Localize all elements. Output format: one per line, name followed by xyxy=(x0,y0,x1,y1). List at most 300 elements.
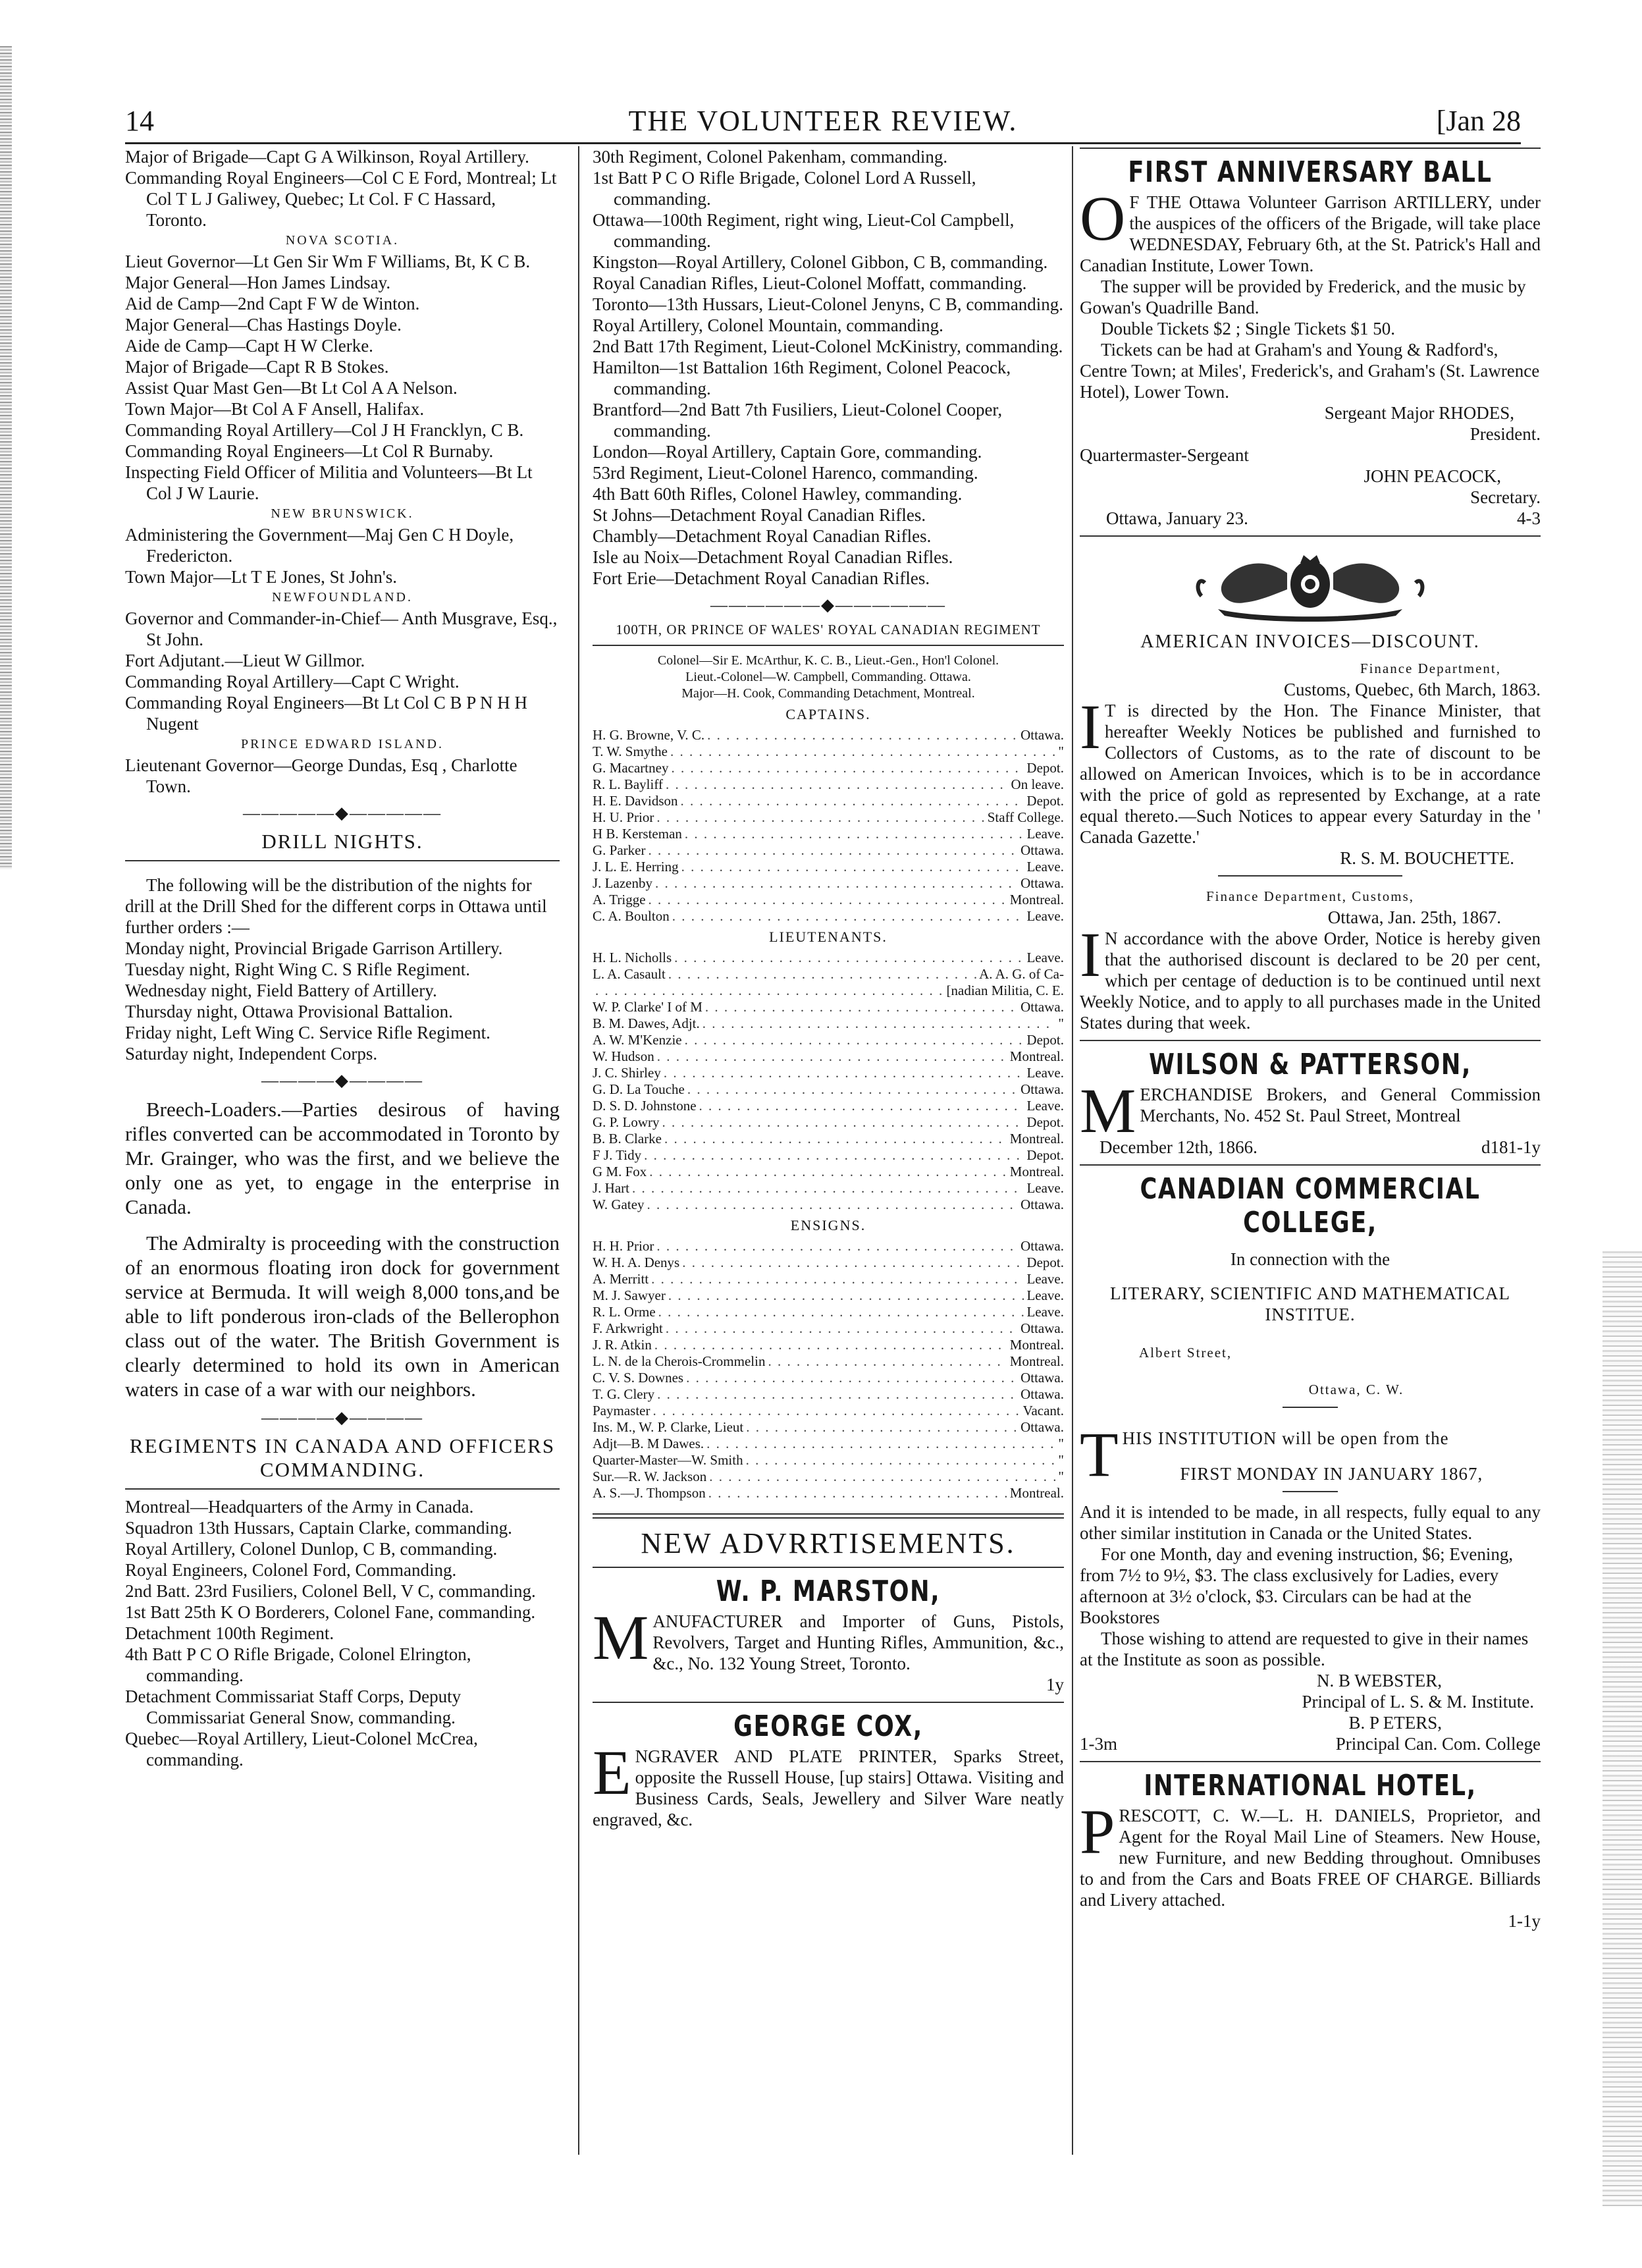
drop-cap: M xyxy=(1080,1075,1136,1146)
officer-station: Depot. xyxy=(1026,1032,1064,1048)
wilson-date: December 12th, 1866. xyxy=(1099,1137,1258,1157)
list-item: Hamilton—1st Battalion 16th Regiment, Colonel Peacock, commanding. xyxy=(593,358,1011,398)
page-number: 14 xyxy=(125,105,154,137)
leader-dots xyxy=(668,1287,1024,1304)
list-item: Assist Quar Mast Gen—Bt Lt Col A A Nelson. xyxy=(125,378,458,398)
captains-roll xyxy=(593,727,1064,925)
roll-row xyxy=(593,1452,1064,1469)
roll-row xyxy=(593,983,1064,999)
roll-row xyxy=(593,859,1064,875)
leader-dots xyxy=(668,966,976,983)
marston-ad-text: ANUFACTURER and Importer of Guns, Pistols, Revolvers, Target and Hunting Rifles, Ammunition, &c., &c., No. 132 Young Street, Toronto. xyxy=(652,1611,1064,1673)
issue-date: [Jan 28 xyxy=(1436,105,1521,137)
roll-row xyxy=(593,1469,1064,1485)
college-first-monday: FIRST MONDAY IN JANUARY 1867, xyxy=(1180,1464,1483,1484)
admiralty-paragraph: The Admiralty is proceeding with the construction of an enormous floating iron dock for government service at Bermuda. It will weigh 8,000 tons,and be able to lift ponderous iron-clads of the Bellerophon class out of the water. The British Government is clearly determined to hold its own in American waters in case of a war with our neighbors. xyxy=(125,1231,560,1401)
marston-ad xyxy=(593,1602,1064,1695)
officer-name: Adjt—B. M Dawes. xyxy=(593,1436,704,1451)
regiments-heading: REGIMENTS IN CANADA AND OFFICERS COMMANDING. xyxy=(129,1434,556,1481)
college-institute: LITERARY, SCIENTIFIC AND MATHEMATICAL INSTITUE. xyxy=(1109,1283,1511,1324)
ball-where: Tickets can be had at Graham's and Young & Radford's, Centre Town; at Miles', Frederick's, and Graham's (St. Lawrence Hotel), Lower Town. xyxy=(1080,340,1540,402)
drill-list xyxy=(125,938,560,1064)
officer-name: R. L. Orme xyxy=(593,1304,656,1320)
drop-cap: I xyxy=(1080,919,1101,990)
list-item: 4th Batt 60th Rifles, Colonel Hawley, commanding. xyxy=(593,484,963,504)
officer-name: W. Gatey xyxy=(593,1197,645,1212)
list-item: Commanding Royal Artillery—Col J H Francklyn, C B. xyxy=(125,420,524,440)
list-item: Chambly—Detachment Royal Canadian Rifles. xyxy=(593,526,932,546)
roll-row xyxy=(593,793,1064,809)
officer-name: Paymaster xyxy=(593,1403,650,1418)
list-item: Administering the Government—Maj Gen C H Doyle, Fredericton. xyxy=(125,525,514,566)
officer-name: G. D. La Touche xyxy=(593,1081,685,1097)
royal-arms-emblem-icon xyxy=(1179,543,1442,622)
divider xyxy=(125,860,560,861)
invoice-signature: R. S. M. BOUCHETTE. xyxy=(1340,848,1514,868)
drop-cap: I xyxy=(1080,691,1101,762)
list-item: Governor and Commander-in-Chief— Anth Musgrave, Esq., St John. xyxy=(125,608,558,649)
officer-station: Vacant. xyxy=(1022,1403,1064,1418)
drop-cap: P xyxy=(1080,1796,1115,1867)
list-item: Montreal—Headquarters of the Army in Canada. xyxy=(125,1497,474,1517)
officer-name: R. L. Bayliff xyxy=(593,776,663,792)
list-item: Commanding Royal Engineers—Bt Lt Col C B P N H H Nugent xyxy=(125,693,527,734)
list-item: Brantford—2nd Batt 7th Fusiliers, Lieut-Colonel Cooper, commanding. xyxy=(593,400,1003,441)
ad-code: 1y xyxy=(1046,1675,1064,1694)
college-signature: B. P ETERS, xyxy=(1348,1713,1442,1733)
officer-name: A. S.—J. Thompson xyxy=(593,1485,706,1501)
leader-dots xyxy=(656,809,984,826)
officer-station: Montreal. xyxy=(1009,892,1064,907)
officer-station: Leave. xyxy=(1026,1271,1064,1287)
hotel-title: INTERNATIONAL HOTEL, xyxy=(1144,1769,1477,1802)
roll-row xyxy=(593,1114,1064,1131)
roll-row xyxy=(593,1304,1064,1320)
leader-dots xyxy=(644,1147,1024,1164)
officer-name: D. S. D. Johnstone xyxy=(593,1098,697,1114)
column-3 xyxy=(1080,146,1541,1931)
officer-station: Staff College. xyxy=(987,809,1064,825)
roll-row xyxy=(593,1485,1064,1501)
officer-station: Montreal. xyxy=(1009,1048,1064,1064)
ball-date: Ottawa, January 23. xyxy=(1106,508,1248,528)
leader-dots xyxy=(746,1419,1018,1436)
officer-station: Ottawa. xyxy=(1020,1197,1064,1212)
invoice-dept: Finance Department, Customs, xyxy=(1205,888,1415,904)
marston-ad-title: W. P. MARSTON, xyxy=(716,1575,941,1608)
double-rule xyxy=(593,1513,1064,1519)
section-label: PRINCE EDWARD ISLAND. xyxy=(241,737,444,751)
list-item: Major General—Chas Hastings Doyle. xyxy=(125,315,402,335)
roll-row xyxy=(593,966,1064,983)
list-item: Wednesday night, Field Battery of Artillery. xyxy=(125,981,437,1000)
roll-row xyxy=(593,1065,1064,1081)
list-item: Toronto—13th Hussars, Lieut-Colonel Jenyns, C B, commanding. xyxy=(593,294,1064,314)
divider-ornament: —————◆————— xyxy=(243,803,442,823)
officer-station: Leave. xyxy=(1026,1098,1064,1114)
divider xyxy=(1283,1491,1338,1492)
officer-name: Ins. M., W. P. Clarke, Lieut xyxy=(593,1419,744,1435)
staff-list xyxy=(125,146,560,230)
officer-station: Leave. xyxy=(1026,826,1064,842)
leader-dots xyxy=(702,1015,1056,1032)
list-item: Colonel—Sir E. McArthur, K. C. B., Lieut.-Gen., Hon'l Colonel. xyxy=(657,653,999,668)
ensigns-heading: ENSIGNS. xyxy=(790,1217,866,1233)
officer-station: Ottawa. xyxy=(1020,1238,1064,1254)
list-item: Squadron 13th Hussars, Captain Clarke, commanding. xyxy=(125,1518,512,1538)
divider xyxy=(1080,148,1541,149)
drop-cap: E xyxy=(593,1737,631,1808)
new-advertisements-heading: NEW ADVRRTISEMENTS. xyxy=(641,1527,1016,1559)
leader-dots xyxy=(666,1320,1018,1337)
officer-station: Depot. xyxy=(1026,1255,1064,1270)
roll-row xyxy=(593,776,1064,793)
roll-row xyxy=(593,743,1064,760)
list-item: Lieutenant Governor—George Dundas, Esq , Charlotte Town. xyxy=(125,755,517,796)
ad-code: 1-1y xyxy=(1508,1911,1541,1931)
leader-dots xyxy=(687,1081,1018,1098)
officer-name: J. Hart xyxy=(593,1180,629,1196)
officer-station: Leave. xyxy=(1026,859,1064,875)
divider-ornament: ————◆———— xyxy=(261,1071,423,1090)
hotel-ad xyxy=(1080,1796,1541,1931)
list-item: Kingston—Royal Artillery, Colonel Gibbon, C B, commanding. xyxy=(593,252,1048,272)
roll-row xyxy=(593,908,1064,925)
college-open: HIS INSTITUTION will be open from the xyxy=(1122,1428,1449,1448)
college-signature-title: Principal of L. S. & M. Institute. xyxy=(1302,1692,1534,1712)
nova-scotia-list xyxy=(125,251,560,504)
roll-row xyxy=(593,760,1064,776)
college-title: CANADIAN COMMERCIAL COLLEGE, xyxy=(1140,1172,1481,1239)
list-item: Major of Brigade—Capt G A Wilkinson, Royal Artillery. xyxy=(125,147,529,167)
officer-station: Leave. xyxy=(1026,950,1064,965)
officer-name: W. H. A. Denys xyxy=(593,1255,680,1270)
column-2 xyxy=(593,146,1064,1830)
officer-station: Ottawa. xyxy=(1020,842,1064,858)
divider xyxy=(1080,535,1541,537)
leader-dots xyxy=(654,1337,1007,1353)
leader-dots xyxy=(707,727,1018,743)
list-item: Major of Brigade—Capt R B Stokes. xyxy=(125,357,389,377)
list-item: Inspecting Field Officer of Militia and Volunteers—Bt Lt Col J W Laurie. xyxy=(125,462,533,503)
officer-name: H. L. Nicholls xyxy=(593,950,672,965)
list-item: 30th Regiment, Colonel Pakenham, commanding. xyxy=(593,147,948,167)
leader-dots xyxy=(768,1353,1007,1370)
officer-station: Ottawa. xyxy=(1020,1419,1064,1435)
invoice-title: AMERICAN INVOICES—DISCOUNT. xyxy=(1140,632,1480,652)
wilson-title: WILSON & PATTERSON, xyxy=(1149,1048,1471,1081)
section-label: NOVA SCOTIA. xyxy=(285,233,400,248)
list-item: Commanding Royal Engineers—Lt Col R Burnaby. xyxy=(125,441,494,461)
leader-dots xyxy=(656,1238,1018,1255)
list-item: 53rd Regiment, Lieut-Colonel Harenco, commanding. xyxy=(593,463,978,483)
section-label: NEW BRUNSWICK. xyxy=(271,506,414,521)
list-item: Royal Engineers, Colonel Ford, Commanding. xyxy=(125,1560,457,1580)
roll-row xyxy=(593,1403,1064,1419)
leader-dots xyxy=(595,983,944,999)
list-item: London—Royal Artillery, Captain Gore, commanding. xyxy=(593,442,982,462)
list-item: Major General—Hon James Lindsay. xyxy=(125,273,391,292)
officer-name: A. W. M'Kenzie xyxy=(593,1032,682,1048)
roll-row xyxy=(593,1255,1064,1271)
page-header xyxy=(125,104,1521,144)
officer-name: T. G. Clery xyxy=(593,1386,655,1402)
list-item: 1st Batt 25th K O Borderers, Colonel Fane, commanding. xyxy=(125,1602,536,1622)
leader-dots xyxy=(651,1271,1024,1287)
column-rule xyxy=(1072,146,1073,2155)
cox-ad xyxy=(593,1737,1064,1830)
list-item: Friday night, Left Wing C. Service Rifle Regiment. xyxy=(125,1023,490,1042)
leader-dots xyxy=(658,1304,1024,1320)
roll-row xyxy=(593,826,1064,842)
invoice-text: T is directed by the Hon. The Finance Minister, that hereafter Weekly Notices be published and furnished to Collectors of Customs, as to the rate of discount to be allowed on American Invoices, which is to be in accordance with the price of gold as represented by Exchange, at a rate equal thereto.—Such Notices to appear every Saturday in the ' Canada Gazette.' xyxy=(1080,701,1541,847)
ball-title: FIRST ANNIVERSARY BALL xyxy=(1128,155,1493,189)
lieutenants-heading: LIEUTENANTS. xyxy=(769,929,887,945)
divider xyxy=(593,1702,1064,1703)
leader-dots xyxy=(649,892,1007,908)
ball-text: F THE Ottawa Volunteer Garrison ARTILLERY, under the auspices of the officers of the Brigade, will take place WEDNESDAY, February 6th, at the St. Patrick's Hall and Canadian Institute, Lower Town. xyxy=(1080,192,1541,275)
list-item: Royal Artillery, Colonel Dunlop, C B, commanding. xyxy=(125,1539,498,1559)
list-item: Thursday night, Ottawa Provisional Battalion. xyxy=(125,1002,453,1021)
wilson-text: ERCHANDISE Brokers, and General Commission Merchants, No. 452 St. Paul Street, Montreal xyxy=(1140,1085,1541,1125)
officer-name: G. Parker xyxy=(593,842,646,858)
column-1 xyxy=(125,146,560,1770)
leader-dots xyxy=(686,1370,1018,1386)
leader-dots xyxy=(652,1403,1020,1419)
cox-ad-title: GEORGE COX, xyxy=(733,1710,923,1743)
drill-heading: DRILL NIGHTS. xyxy=(261,830,423,853)
roll-row xyxy=(593,1271,1064,1287)
officer-name: J. C. Shirley xyxy=(593,1065,661,1081)
officer-station: A. A. G. of Ca- xyxy=(979,966,1064,982)
ad-code: d181-1y xyxy=(1481,1137,1541,1157)
officer-name: A. Merritt xyxy=(593,1271,649,1287)
leader-dots xyxy=(666,776,1009,793)
college-notice xyxy=(1080,1419,1541,1490)
roll-row xyxy=(593,1164,1064,1180)
list-item: Fort Erie—Detachment Royal Canadian Rifles. xyxy=(593,568,930,588)
roll-row xyxy=(593,1337,1064,1353)
roll-row xyxy=(593,1180,1064,1197)
ad-code: 1-3m xyxy=(1080,1734,1117,1754)
officer-station: " xyxy=(1058,1436,1064,1451)
list-item: Royal Artillery, Colonel Mountain, commanding. xyxy=(593,315,943,335)
divider xyxy=(1080,1040,1541,1041)
list-item: Lieut Governor—Lt Gen Sir Wm F Williams, Bt, K C B. xyxy=(125,252,531,271)
officer-name: T. W. Smythe xyxy=(593,743,668,759)
list-item: 2nd Batt. 23rd Fusiliers, Colonel Bell, V C, commanding. xyxy=(125,1581,536,1601)
officer-station: " xyxy=(1058,1015,1064,1031)
college-signature-title: Principal Can. Com. College xyxy=(1335,1734,1541,1754)
officer-name: H B. Kersteman xyxy=(593,826,682,842)
ball-supper: The supper will be provided by Frederick, and the music by Gowan's Quadrille Band. xyxy=(1080,277,1526,317)
officer-station: Depot. xyxy=(1026,760,1064,776)
list-item: Saturday night, Independent Corps. xyxy=(125,1044,378,1064)
list-item: Detachment Commissariat Staff Corps, Deputy Commissariat General Snow, commanding. xyxy=(125,1687,462,1727)
ball-tickets: Double Tickets $2 ; Single Tickets $1 50. xyxy=(1101,319,1396,338)
captains-heading: CAPTAINS. xyxy=(785,706,871,722)
list-item: Fort Adjutant.—Lieut W Gillmor. xyxy=(125,651,365,670)
officer-name: J. Lazenby xyxy=(593,875,652,891)
officer-station: Depot. xyxy=(1026,1114,1064,1130)
officer-station: Ottawa. xyxy=(1020,1320,1064,1336)
leader-dots xyxy=(681,793,1024,809)
roll-row xyxy=(593,1436,1064,1452)
officer-name: L. A. Casault xyxy=(593,966,666,982)
invoice-text-2: N accordance with the above Order, Notice is hereby given that the authorised discount is declared to be 20 per cent, which per centage of deduction is to be continued until next Weekly Notice, and to apply to all purchases made in the United States during that week. xyxy=(1080,929,1541,1033)
list-item: Royal Canadian Rifles, Lieut-Colonel Moffatt, commanding. xyxy=(593,273,1027,293)
list-item: Town Major—Bt Col A F Ansell, Halifax. xyxy=(125,399,425,419)
officer-station: Ottawa. xyxy=(1020,1370,1064,1386)
list-item: Tuesday night, Right Wing C. S Rifle Regiment. xyxy=(125,959,470,979)
officer-name: C. V. S. Downes xyxy=(593,1370,684,1386)
officer-station: Ottawa. xyxy=(1020,875,1064,891)
officer-station: " xyxy=(1058,743,1064,759)
officer-station: " xyxy=(1058,1452,1064,1468)
officer-station: Leave. xyxy=(1026,908,1064,924)
college-signature: N. B WEBSTER, xyxy=(1316,1671,1442,1690)
officer-station: On leave. xyxy=(1011,776,1064,792)
roll-row xyxy=(593,1320,1064,1337)
officer-station: Ottawa. xyxy=(1020,1386,1064,1402)
officer-station: Leave. xyxy=(1026,1304,1064,1320)
leader-dots xyxy=(647,1197,1019,1213)
officer-name: Sur.—R. W. Jackson xyxy=(593,1469,707,1484)
leader-dots xyxy=(657,1048,1007,1065)
ball-signature-title: President. xyxy=(1470,424,1541,444)
leader-dots xyxy=(681,859,1024,875)
leader-dots xyxy=(709,1469,1055,1485)
ball-signature: JOHN PEACOCK, xyxy=(1364,466,1501,486)
masthead-title: THE VOLUNTEER REVIEW. xyxy=(628,105,1018,137)
roll-row xyxy=(593,1197,1064,1213)
list-item: 4th Batt P C O Rifle Brigade, Colonel Elrington, commanding. xyxy=(125,1644,471,1685)
officer-name: C. A. Boulton xyxy=(593,908,670,924)
officer-station: Montreal. xyxy=(1009,1164,1064,1179)
ad-code: 4-3 xyxy=(1517,508,1541,528)
officer-name: F. Arkwright xyxy=(593,1320,663,1336)
officer-station: [nadian Militia, C. E. xyxy=(946,983,1064,998)
roll-row xyxy=(593,950,1064,966)
list-item: Town Major—Lt T E Jones, St John's. xyxy=(125,567,397,587)
list-item: Quebec—Royal Artillery, Lieut-Colonel McCrea, commanding. xyxy=(125,1729,478,1769)
list-item: Isle au Noix—Detachment Royal Canadian Rifles. xyxy=(593,547,953,567)
officer-name: B. M. Dawes, Adjt. xyxy=(593,1015,700,1031)
drop-cap: O xyxy=(1080,183,1126,254)
ensigns-roll xyxy=(593,1238,1064,1501)
roll-row xyxy=(593,1353,1064,1370)
invoice-notice-2 xyxy=(1080,919,1541,1033)
college-paragraph: And it is intended to be made, in all respects, fully equal to any other similar institution in Canada or the United States. xyxy=(1080,1502,1541,1543)
list-item: Monday night, Provincial Brigade Garrison Artillery. xyxy=(125,938,503,958)
officer-name: H. H. Prior xyxy=(593,1238,654,1254)
ball-signature: Quartermaster-Sergeant xyxy=(1080,445,1249,465)
hotel-text: RESCOTT, C. W.—L. H. DANIELS, Proprietor, and Agent for the Royal Mail Line of Steamers. New House, new Furniture, and new Bedding throughout. Omnibuses to and from the Cars and Boats FREE OF CHARGE. Billiards and Livery attached. xyxy=(1080,1806,1541,1910)
newfoundland-list xyxy=(125,608,560,734)
officer-station: Montreal. xyxy=(1009,1337,1064,1353)
leader-dots xyxy=(685,826,1024,842)
drill-intro: The following will be the distribution of the nights for drill at the Drill Shed for the different corps in Ottawa until further orders :— xyxy=(125,875,547,937)
pei-list xyxy=(125,755,560,797)
list-item: Ottawa—100th Regiment, right wing, Lieut-Col Campbell, commanding. xyxy=(593,210,1015,251)
divider-ornament: ————◆———— xyxy=(261,1408,423,1427)
leader-dots xyxy=(632,1180,1024,1197)
roll-row xyxy=(593,875,1064,892)
list-item: Commanding Royal Artillery—Capt C Wright. xyxy=(125,672,460,691)
officer-name: J. R. Atkin xyxy=(593,1337,652,1353)
cox-ad-text: NGRAVER AND PLATE PRINTER, Sparks Street, opposite the Russell House, [up stairs] Ottawa. Visiting and Business Cards, Seals, Jewellery and Silver Ware neatly engraved, &c. xyxy=(593,1746,1064,1829)
invoice-dept: Finance Department, xyxy=(1360,661,1501,676)
college-city: Ottawa, C. W. xyxy=(1308,1382,1404,1397)
leader-dots xyxy=(699,1098,1024,1114)
officer-name: G. Macartney xyxy=(593,760,669,776)
ball-signature: Sergeant Major RHODES, xyxy=(1324,403,1514,423)
regiment-staff xyxy=(593,653,1064,702)
leader-dots xyxy=(657,1386,1018,1403)
ball-signature-title: Secretary. xyxy=(1470,487,1541,507)
roll-row xyxy=(593,1098,1064,1114)
ball-ad xyxy=(1080,183,1541,529)
header-rule xyxy=(125,142,1521,144)
divider xyxy=(125,1488,560,1490)
college-fees: For one Month, day and evening instruction, $6; Evening, from 7½ to 9½, $3. The class exclusively for Ladies, every afternoon at 3½ o'clock, $3. Circulars can be had at the Bookstores xyxy=(1080,1544,1514,1627)
leader-dots xyxy=(705,999,1018,1015)
divider xyxy=(593,645,1064,646)
leader-dots xyxy=(664,1065,1024,1081)
officer-station: Montreal. xyxy=(1009,1485,1064,1501)
list-item: 1st Batt P C O Rifle Brigade, Colonel Lord A Russell, commanding. xyxy=(593,168,976,209)
leader-dots xyxy=(649,1164,1007,1180)
leader-dots xyxy=(671,760,1024,776)
leader-dots xyxy=(746,1452,1056,1469)
list-item: Major—H. Cook, Commanding Detachment, Montreal. xyxy=(681,686,975,701)
officer-name: J. L. E. Herring xyxy=(593,859,679,875)
officer-station: Montreal. xyxy=(1009,1353,1064,1369)
list-item: Commanding Royal Engineers—Col C E Ford, Montreal; Lt Col T L J Galiwey, Quebec; Lt Col. F C Hassard, Toronto. xyxy=(125,168,557,230)
roll-row xyxy=(593,1131,1064,1147)
invoice-date: Customs, Quebec, 6th March, 1863. xyxy=(1284,680,1541,699)
list-item: Detachment 100th Regiment. xyxy=(125,1623,334,1643)
officer-station: Ottawa. xyxy=(1020,727,1064,743)
roll-row xyxy=(593,892,1064,908)
leader-dots xyxy=(662,1114,1024,1131)
roll-row xyxy=(593,1081,1064,1098)
officer-name: H. U. Prior xyxy=(593,809,654,825)
officer-station: Leave. xyxy=(1026,1287,1064,1303)
wilson-ad xyxy=(1080,1075,1541,1158)
officer-name: G. P. Lowry xyxy=(593,1114,660,1130)
leader-dots xyxy=(685,1032,1024,1048)
roll-row xyxy=(593,809,1064,826)
roll-row xyxy=(593,1238,1064,1255)
roll-row xyxy=(593,1419,1064,1436)
roll-row xyxy=(593,727,1064,743)
roll-row xyxy=(593,1032,1064,1048)
leader-dots xyxy=(708,1485,1007,1501)
invoice-notice xyxy=(1080,691,1541,848)
officer-name: H. G. Browne, V. C. xyxy=(593,727,705,743)
officer-name: F J. Tidy xyxy=(593,1147,642,1163)
officer-name: M. J. Sawyer xyxy=(593,1287,666,1303)
college-street: Albert Street, xyxy=(1139,1345,1232,1361)
scan-edge-left xyxy=(0,46,12,869)
divider xyxy=(1080,1164,1541,1166)
leader-dots xyxy=(672,908,1024,925)
leader-dots xyxy=(682,1255,1024,1271)
leader-dots xyxy=(664,1131,1007,1147)
roll-row xyxy=(593,1048,1064,1065)
leader-dots xyxy=(706,1436,1055,1452)
